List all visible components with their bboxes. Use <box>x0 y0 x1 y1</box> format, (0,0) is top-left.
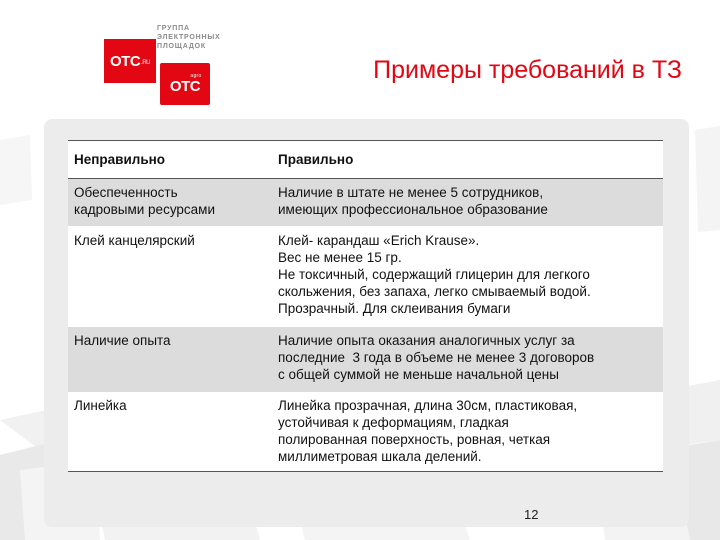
table-row <box>68 327 663 392</box>
cell-right <box>268 184 663 226</box>
logo-agro-top: agro <box>190 73 202 79</box>
cell-wrong <box>68 184 268 226</box>
logo-group-line: ГРУППА <box>157 25 190 32</box>
otc-agro-logo <box>160 63 210 105</box>
page-number: 12 <box>524 507 539 522</box>
cell-line: Клей- карандаш «Erich Krause». <box>278 233 480 248</box>
cell-line: устойчивая к деформациям, гладкая <box>278 415 509 430</box>
cell-line: Клей канцелярский <box>74 233 195 248</box>
logo-agro-text: OTC <box>169 78 201 95</box>
cell-line: Линейка <box>74 398 127 413</box>
cell-line: Прозрачный. Для склеивания бумаги <box>278 301 511 316</box>
table-row <box>68 179 663 226</box>
logo-group-line: ПЛОЩАДОК <box>157 43 206 50</box>
cell-line: Не токсичный, содержащий глицерин для легкого <box>278 267 590 282</box>
slide-title: Примеры требований в ТЗ <box>373 56 682 84</box>
cell-wrong <box>68 332 268 392</box>
cell-line: миллиметровая шкала делений. <box>278 449 482 464</box>
cell-right <box>268 397 663 471</box>
table-row <box>68 226 663 327</box>
cell-line: Наличие опыта <box>74 333 171 348</box>
cell-line: кадровыми ресурсами <box>74 202 216 217</box>
cell-line: с общей суммой не меньше начальной цены <box>278 367 559 382</box>
table-header-row <box>68 141 663 179</box>
cell-line: последние 3 года в объеме не менее 3 договоров <box>278 350 595 365</box>
otc-logo <box>104 39 156 83</box>
cell-right <box>268 232 663 327</box>
cell-wrong <box>68 397 268 471</box>
table-row <box>68 392 663 471</box>
cell-line: Вес не менее 15 гр. <box>278 250 402 265</box>
header-right: Правильно <box>278 152 354 167</box>
cell-right <box>268 332 663 392</box>
logo-main-suffix: .RU <box>141 60 150 66</box>
requirements-table <box>68 140 663 472</box>
cell-line: имеющих профессиональное образование <box>278 202 548 217</box>
header-wrong: Неправильно <box>74 152 166 167</box>
logo-main-text: OTC <box>109 52 141 70</box>
cell-line: скольжения, без запаха, легко смываемый водой. <box>278 284 591 299</box>
cell-line: Линейка прозрачная, длина 30см, пластиковая, <box>278 398 578 413</box>
logo-group-caption <box>157 24 237 51</box>
cell-wrong <box>68 232 268 327</box>
cell-line: полированная поверхность, ровная, четкая <box>278 432 551 447</box>
cell-line: Наличие в штате не менее 5 сотрудников, <box>278 185 544 200</box>
cell-line: Наличие опыта оказания аналогичных услуг за <box>278 333 575 348</box>
cell-line: Обеспеченность <box>74 185 178 200</box>
logo-group-line: ЭЛЕКТРОННЫХ <box>157 34 221 41</box>
